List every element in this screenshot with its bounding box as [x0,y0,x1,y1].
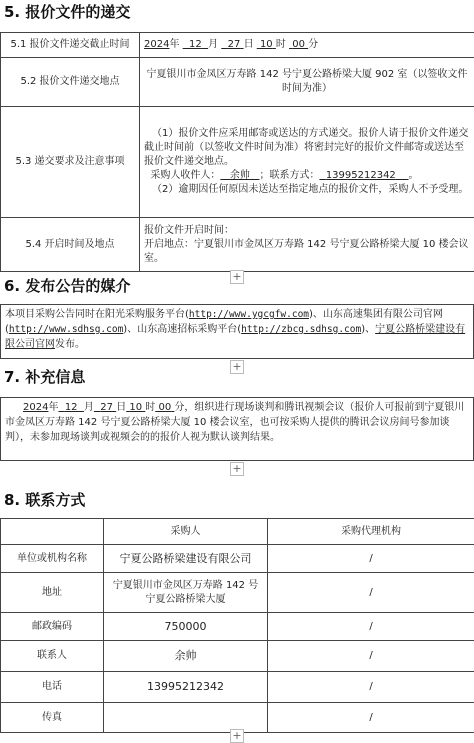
contact-table [0,518,474,733]
section-6-title: 6. 发布公告的媒介 [4,277,130,295]
row-label: 电话 [1,672,104,703]
media-paragraph: 本项目采购公告同时在阳光采购服务平台(http://www.ygcgfw.com)、山东高速集团有限公司官网(http://www.sdhsg.com)、山东高速招标采购平台(http://zbcg.sdhsg.com)、宁夏公路桥梁建设有限公司官网发布。 [0,304,474,359]
agent-value: / [268,672,474,703]
buyer-value: 750000 [104,613,268,641]
row-label: 传真 [1,703,104,733]
table-row [1,218,474,272]
agent-value: / [268,613,474,641]
row-label: 单位或机构名称 [1,545,104,573]
requirement-contact: 采购人收件人： 余帅 ；联系方式： 13995212342 。 [144,169,470,183]
row-label: 联系人 [1,641,104,672]
agent-value: / [268,545,474,573]
table-row [1,703,474,733]
buyer-value: 宁夏公路桥梁建设有限公司 [104,545,268,573]
agent-value: / [268,641,474,672]
add-row-button[interactable]: + [230,360,244,374]
buyer-value [104,703,268,733]
buyer-value: 宁夏银川市金凤区万寿路 142 号宁夏公路桥梁大厦 [104,573,268,613]
table-row [1,672,474,703]
section-7-title: 7. 补充信息 [4,368,85,386]
submission-deadline-label: 5.1 报价文件递交截止时间 [1,33,140,58]
requirement-2: （2）逾期因任何原因未送达至指定地点的报价文件，采购人不予受理。 [144,183,470,197]
opening-place: 开启地点：宁夏银川市金凤区万寿路 142 号宁夏公路桥梁大厦 10 楼会议室。 [144,238,470,266]
agent-value: / [268,703,474,733]
submission-requirements-label: 5.3 递交要求及注意事项 [1,107,140,218]
table-row [1,58,474,107]
table-row [1,33,474,58]
section-5-title: 5. 报价文件的递交 [4,3,130,21]
link-company-site[interactable]: 宁夏公路桥梁建设有限公司官网 [5,324,465,350]
buyer-value: 余帅 [104,641,268,672]
section-8-title: 8. 联系方式 [4,491,85,509]
link-ygcgfw[interactable]: http://www.ygcgfw.com [189,309,309,320]
submission-deadline-value: 2024年 12 月 27 日 10 时 00 分 [140,33,474,58]
submission-requirements-value [140,107,474,218]
table-row [1,613,474,641]
submission-table [0,32,474,272]
table-row [1,107,474,218]
supplementary-paragraph: 2024年 12 月 27 日 10 时 00 分，组织进行现场谈判和腾讯视频会议（报价人可报前到宁夏银川市金凤区万寿路 142 号宁夏公路桥梁大厦 10 楼会议室，也可按采购人提供的腾讯会议房间号参加谈判），未参加现场谈判或视频会的的报价人视为默认谈判结果。 [0,397,474,461]
header-agent: 采购代理机构 [268,519,474,545]
table-row [1,545,474,573]
table-row [1,641,474,672]
link-zbcg[interactable]: http://zbcg.sdhsg.com [241,324,361,335]
add-row-button[interactable]: + [230,729,244,743]
submission-place-value: 宁夏银川市金凤区万寿路 142 号宁夏公路桥梁大厦 902 室（以签收文件时间为准） [140,58,474,107]
add-row-button[interactable]: + [230,270,244,284]
table-row [1,519,474,545]
header-buyer: 采购人 [104,519,268,545]
opening-time: 报价文件开启时间： [144,224,470,238]
link-sdhsg[interactable]: http://www.sdhsg.com [9,324,123,335]
opening-value [140,218,474,272]
row-label: 邮政编码 [1,613,104,641]
header-empty [1,519,104,545]
submission-place-label: 5.2 报价文件递交地点 [1,58,140,107]
add-row-button[interactable]: + [230,462,244,476]
opening-label: 5.4 开启时间及地点 [1,218,140,272]
row-label: 地址 [1,573,104,613]
buyer-value: 13995212342 [104,672,268,703]
agent-value: / [268,573,474,613]
table-row [1,573,474,613]
requirement-1: （1）报价文件应采用邮寄或送达的方式递交。报价人请于报价文件递交截止时间前（以签收文件时间为准）将密封完好的报价文件邮寄或送达至报价文件递交地点。 [144,127,470,169]
